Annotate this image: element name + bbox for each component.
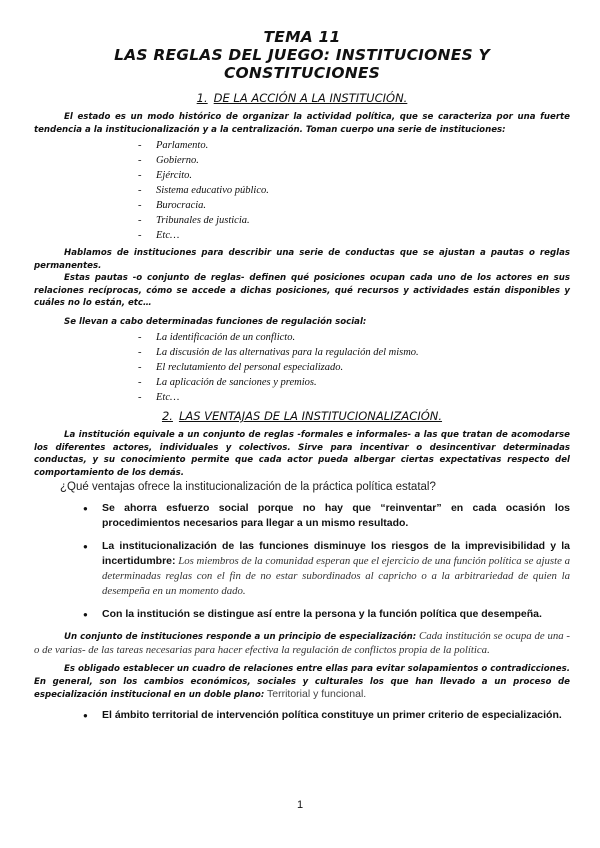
list-item: - Ejército. <box>156 168 570 183</box>
topic-subtitle: LAS REGLAS DEL JUEGO: INSTITUCIONES Y CONSTITUCIONES <box>114 46 490 82</box>
obligation-para <box>34 663 570 702</box>
section1-para1: Hablamos de instituciones para describir una serie de conductas que se ajustan a pautas o reglas permanentes. <box>34 248 570 271</box>
bullet2-text: Los miembros de la comunidad esperan que el ejercicio de una función política se ajuste a determinadas reglas con el fin de no estar subordinados al capricho o a la arbitrariedad de quien la desempeña en un momento dado. <box>102 555 570 597</box>
list-item: - Etc… <box>156 390 570 405</box>
section1-heading-text: DE LA ACCIÓN A LA INSTITUCIÓN. <box>213 91 408 105</box>
section1-number: 1. <box>196 91 208 105</box>
specialization-bold: Un conjunto de instituciones responde a un principio de especialización: <box>64 632 417 642</box>
page-number: 1 <box>296 799 304 811</box>
institutions-list <box>34 138 570 243</box>
list-item: ● Con la institución se distingue así entre la persona y la función política que desempeña. <box>102 607 570 622</box>
section2-heading-text: LAS VENTAJAS DE LA INSTITUCIONALIZACIÓN. <box>178 409 443 423</box>
list-item: - Etc… <box>156 228 570 243</box>
list-item: - El reclutamiento del personal especializado. <box>156 360 570 375</box>
list-item: - La aplicación de sanciones y premios. <box>156 375 570 390</box>
list-item: - La discusión de las alternativas para la regulación del mismo. <box>156 345 570 360</box>
list-item: - Parlamento. <box>156 138 570 153</box>
specialization-para <box>34 630 570 657</box>
list-item: - La identificación de un conflicto. <box>156 330 570 345</box>
section1-para2: Estas pautas -o conjunto de reglas- definen qué posiciones ocupan cada uno de los actores en sus relaciones recíprocas, cómo se accede a dichas posiciones, qué recursos y actividades están disponibles y cuáles no lo están, etc… <box>34 273 570 308</box>
obligation-bold: Es obligado establecer un cuadro de relaciones entre ellas para evitar solapamientos o contradicciones. En general, son los cambios económicos, sociales y culturales los que han llevado a un proceso de especialización institucional en un doble plano: <box>34 664 570 700</box>
list-item: ● Se ahorra esfuerzo social porque no hay que “reinventar” en cada ocasión los procedimientos necesarios para llegar a un mismo resultado. <box>102 501 570 531</box>
section2-heading <box>34 409 570 423</box>
functions-intro: Se llevan a cabo determinadas funciones de regulación social: <box>64 316 367 327</box>
list-item: - Tribunales de justicia. <box>156 213 570 228</box>
list-item <box>102 539 570 599</box>
list-item: - Gobierno. <box>156 153 570 168</box>
territorial-list <box>34 708 570 723</box>
section1-heading <box>34 91 570 105</box>
topic-title: TEMA 11 <box>263 28 341 46</box>
list-item: ● El ámbito territorial de intervención política constituye un primer criterio de especialización. <box>102 708 570 723</box>
bullet2-bold: La institucionalización de las funciones disminuye los riesgos de la imprevisibilidad y la incertidumbre: <box>102 540 570 567</box>
section2-question: ¿Qué ventajas ofrece la institucionalización de la práctica política estatal? <box>60 481 436 493</box>
list-item: - Sistema educativo público. <box>156 183 570 198</box>
functions-list <box>34 330 570 405</box>
list-item: - Burocracia. <box>156 198 570 213</box>
specialization-text: Cada institución se ocupa de una -o de varias- de las tareas necesarias para hacer efectiva la regulación de conflictos propia de la política. <box>34 630 571 656</box>
section1-intro: El estado es un modo histórico de organizar la actividad política, que se caracteriza por una fuerte tendencia a la institucionalización y a la centralización. Toman cuerpo una serie de instituciones: <box>34 112 570 135</box>
section2-number: 2. <box>161 409 173 423</box>
section2-intro: La institución equivale a un conjunto de reglas -formales e informales- a las que tratan de acomodarse los diferentes actores, individuales y colectivos. Sirve para incentivar o desincentivar determinadas conductas, y su conocimiento permite que cada actor pueda albergar ciertas expectativas respecto del comportamiento de los demás. <box>34 430 570 478</box>
obligation-text: Territorial y funcional. <box>264 688 367 700</box>
advantages-list <box>34 501 570 622</box>
